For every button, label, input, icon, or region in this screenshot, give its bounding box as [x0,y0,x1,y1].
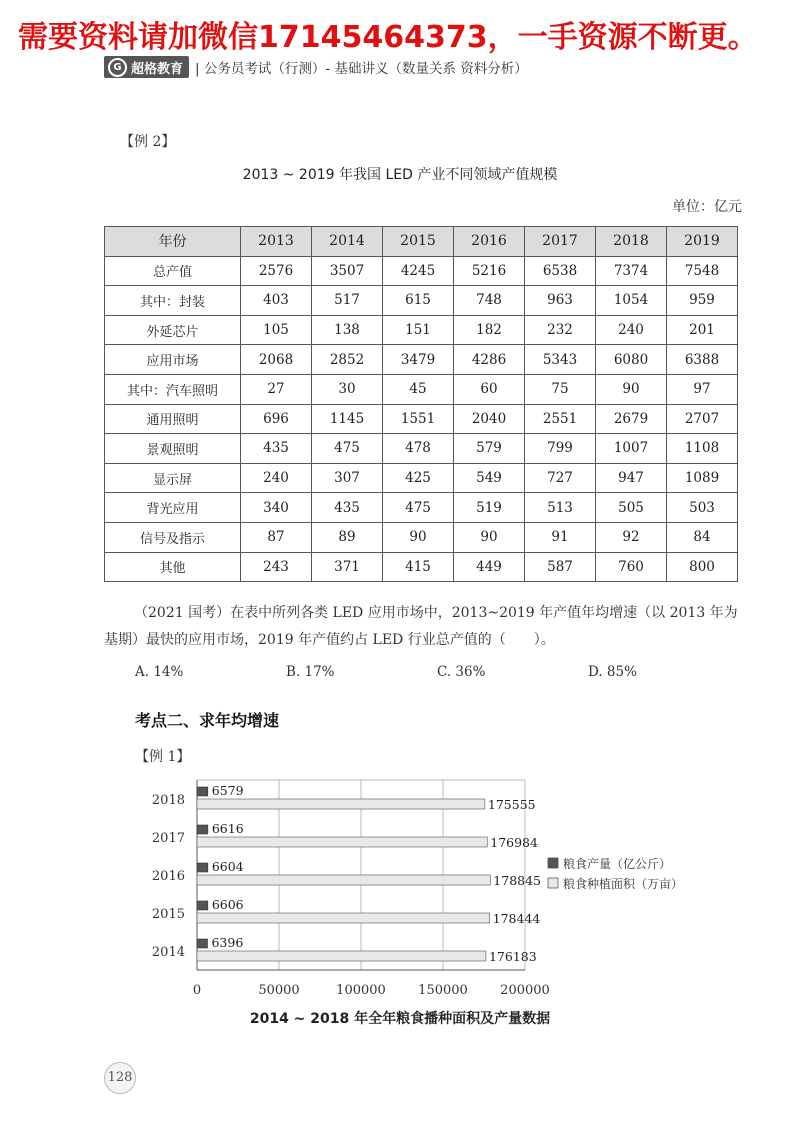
bar-area-label: 178444 [492,911,541,926]
table-cell: 6080 [596,345,667,375]
table-cell: 90 [454,522,525,552]
x-tick-label: 150000 [418,983,468,998]
table-cell: 403 [241,286,312,316]
table-cell: 425 [383,463,454,493]
table-unit: 单位：亿元 [672,199,742,215]
bar-production [197,825,208,834]
table-cell: 84 [667,522,738,552]
table-cell: 2040 [454,404,525,434]
table-cell: 75 [525,374,596,404]
table-cell: 696 [241,404,312,434]
table-cell: 519 [454,493,525,523]
bar-area [197,799,485,809]
table-cell: 6388 [667,345,738,375]
table-cell: 1108 [667,434,738,464]
x-tick-label: 50000 [258,983,300,998]
table-cell: 435 [312,493,383,523]
example-1-label: 【例 1】 [135,749,191,765]
year-header: 2018 [596,227,667,257]
bar-area [197,837,487,847]
table-cell: 27 [241,374,312,404]
table-cell: 727 [525,463,596,493]
row-label: 应用市场 [105,345,241,375]
table-cell: 91 [525,522,596,552]
table-cell: 415 [383,552,454,582]
option-a[interactable]: A. 14% [135,664,184,680]
bar-area [197,951,486,961]
table-cell: 475 [312,434,383,464]
table-cell: 963 [525,286,596,316]
bar-production [197,939,207,948]
table-cell: 89 [312,522,383,552]
table-cell: 5216 [454,256,525,286]
year-header: 2013 [241,227,312,257]
table-cell: 2852 [312,345,383,375]
table-cell: 615 [383,286,454,316]
option-d[interactable]: D. 85% [588,664,637,680]
table-cell: 371 [312,552,383,582]
table-cell: 2068 [241,345,312,375]
table-cell: 505 [596,493,667,523]
row-label: 其中：封装 [105,286,241,316]
table-cell: 435 [241,434,312,464]
year-header: 2019 [667,227,738,257]
table-cell: 799 [525,434,596,464]
row-label: 景观照明 [105,434,241,464]
header-label: 年份 [105,227,241,257]
table-cell: 7548 [667,256,738,286]
row-label: 其中：汽车照明 [105,374,241,404]
chart-title: 2014 ~ 2018 年全年粮食播种面积及产量数据 [249,1011,551,1027]
table-cell: 517 [312,286,383,316]
table-cell: 30 [312,374,383,404]
table-cell: 5343 [525,345,596,375]
table-cell: 3507 [312,256,383,286]
table-cell: 307 [312,463,383,493]
category-label: 2018 [151,793,185,808]
option-c[interactable]: C. 36% [437,664,486,680]
category-label: 2017 [151,831,185,846]
legend-label: 粮食产量（亿公斤） [563,857,672,871]
bar-production-label: 6604 [211,859,244,874]
table-cell: 87 [241,522,312,552]
table-cell: 90 [596,374,667,404]
course-title: | 公务员考试（行测）- 基础讲义（数量关系 资料分析） [195,61,528,77]
table-cell: 760 [596,552,667,582]
table-cell: 549 [454,463,525,493]
bar-production [197,787,208,796]
table-cell: 92 [596,522,667,552]
table-cell: 1089 [667,463,738,493]
page-number: 128 [104,1062,136,1094]
table-cell: 579 [454,434,525,464]
x-tick-label: 0 [192,983,202,998]
x-tick-label: 200000 [500,983,550,998]
bar-production-label: 6616 [211,821,244,836]
bar-area [197,875,490,885]
bar-area-label: 175555 [487,797,536,812]
table-cell: 1551 [383,404,454,434]
option-b[interactable]: B. 17% [286,664,335,680]
table-cell: 60 [454,374,525,404]
table-cell: 959 [667,286,738,316]
table-cell: 232 [525,315,596,345]
table-cell: 3479 [383,345,454,375]
table-title: 2013 ~ 2019 年我国 LED 产业不同领域产值规模 [242,167,558,183]
table-cell: 240 [241,463,312,493]
legend-swatch [548,878,558,888]
row-label: 外延芯片 [105,315,241,345]
bar-area-label: 176984 [490,835,538,850]
logo-text: 超格教育 [131,61,184,77]
row-label: 通用照明 [105,404,241,434]
category-label: 2015 [151,907,185,922]
row-label: 信号及指示 [105,522,241,552]
category-label: 2016 [151,869,185,884]
table-cell: 2707 [667,404,738,434]
year-header: 2014 [312,227,383,257]
table-cell: 4245 [383,256,454,286]
table-cell: 201 [667,315,738,345]
table-cell: 478 [383,434,454,464]
bar-production-label: 6396 [211,935,244,950]
bar-area-label: 176183 [488,949,537,964]
year-header: 2015 [383,227,454,257]
logo-icon: G [108,58,127,77]
example-2-label: 【例 2】 [120,134,176,150]
table-cell: 800 [667,552,738,582]
table-cell: 2551 [525,404,596,434]
bar-production-label: 6606 [211,897,244,912]
table-cell: 2679 [596,404,667,434]
x-tick-label: 100000 [336,983,386,998]
table-cell: 7374 [596,256,667,286]
table-cell: 105 [241,315,312,345]
legend-label: 粮食种植面积（万亩） [563,877,684,891]
row-label: 总产值 [105,256,241,286]
table-cell: 503 [667,493,738,523]
year-header: 2017 [525,227,596,257]
table-cell: 97 [667,374,738,404]
section-title: 考点二、求年均增速 [135,711,280,730]
table-cell: 475 [383,493,454,523]
table-cell: 748 [454,286,525,316]
table-cell: 1145 [312,404,383,434]
bar-production [197,863,208,872]
table-cell: 6538 [525,256,596,286]
year-header: 2016 [454,227,525,257]
bar-production [197,901,208,910]
bar-area [197,913,490,923]
table-cell: 90 [383,522,454,552]
table-cell: 449 [454,552,525,582]
row-label: 显示屏 [105,463,241,493]
watermark-banner: 需要资料请加微信17145464373，一手资源不断更。 [18,20,758,55]
row-label: 其他 [105,552,241,582]
bar-production-label: 6579 [211,783,244,798]
table-cell: 138 [312,315,383,345]
table-cell: 243 [241,552,312,582]
table-cell: 182 [454,315,525,345]
table-cell: 340 [241,493,312,523]
table-cell: 513 [525,493,596,523]
question-text: （2021 国考）在表中所列各类 LED 应用市场中，2013~2019 年产值年均增速（以 2013 年为基期）最快的应用市场，2019 年产值约占 LED 行业总产值的（ ）。 [104,605,738,648]
table-cell: 1054 [596,286,667,316]
table-cell: 151 [383,315,454,345]
bar-area-label: 178845 [493,873,542,888]
table-cell: 240 [596,315,667,345]
table-cell: 947 [596,463,667,493]
category-label: 2014 [151,945,185,960]
table-cell: 4286 [454,345,525,375]
table-cell: 1007 [596,434,667,464]
row-label: 背光应用 [105,493,241,523]
table-cell: 587 [525,552,596,582]
table-cell: 45 [383,374,454,404]
legend-swatch [548,858,558,868]
table-cell: 2576 [241,256,312,286]
